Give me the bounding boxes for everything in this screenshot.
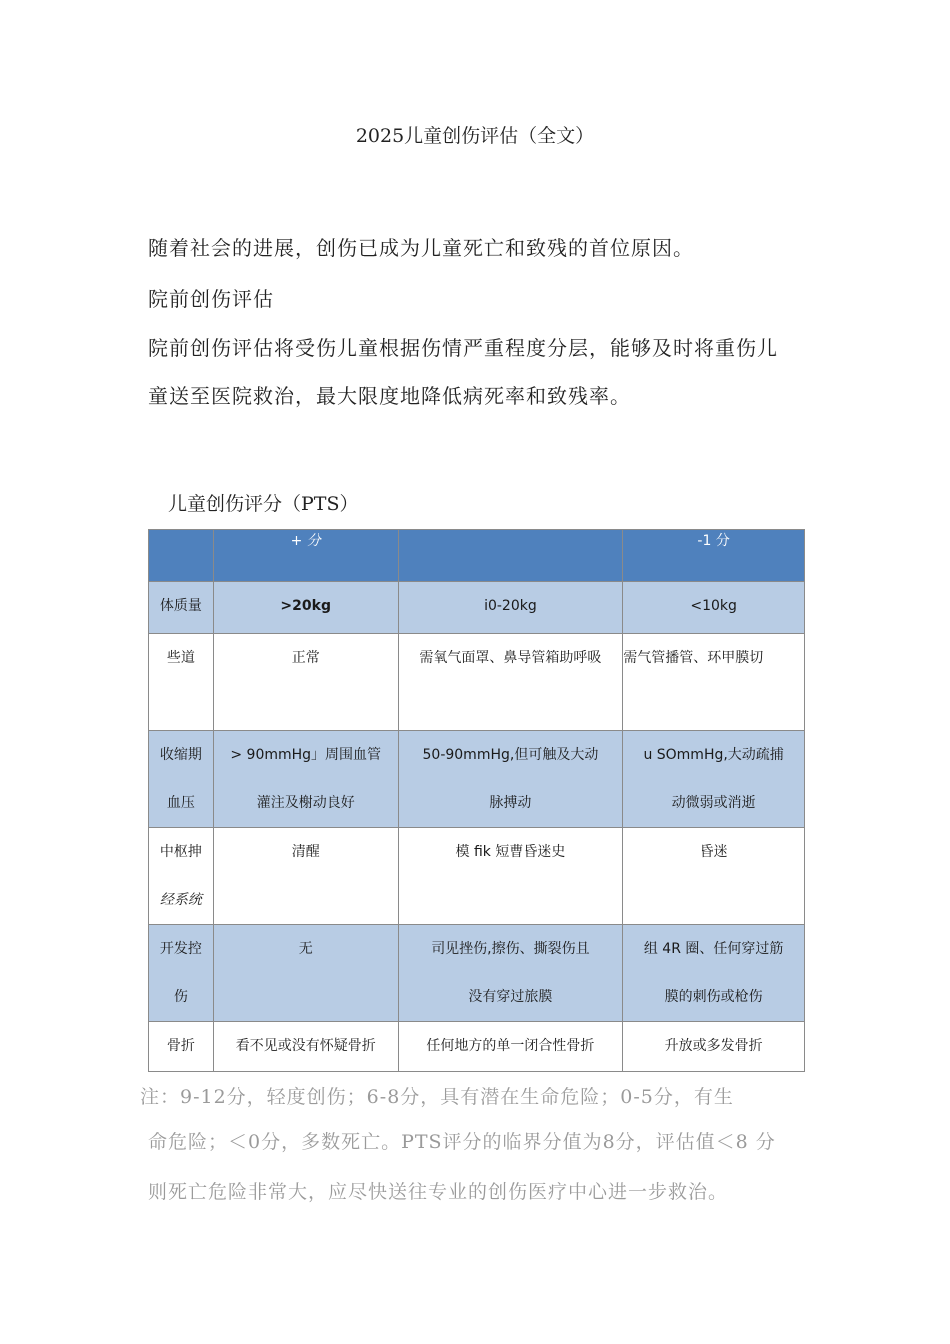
table-cell: 50-90mmHg,但可触及大动 脉搏动 — [398, 731, 623, 828]
note-line-3: 则死亡危险非常大，应尽快送往专业的创伤医疗中心进一步救治。 — [148, 1181, 729, 1203]
table-row — [149, 634, 805, 731]
row-label: 开发控 伤 — [149, 925, 214, 1022]
table-cell: 看不见或没有怀疑骨折 — [213, 1022, 398, 1072]
table-cell: 组 4R 圈、任何穿过筋 膜的刺伤或枪伤 — [623, 925, 805, 1022]
table-row — [149, 582, 805, 634]
table-title: 儿童创伤评分（PTS） — [168, 493, 359, 515]
table-row — [149, 828, 805, 925]
intro-paragraph: 随着社会的进展，创伤已成为儿童死亡和致残的首位原因。 — [148, 236, 694, 260]
row-label: 中枢抻 经系统 — [149, 828, 214, 925]
table-cell: 司见挫伤,擦伤、撕裂伤且 没有穿过旅膜 — [398, 925, 623, 1022]
row-label: 骨折 — [149, 1022, 214, 1072]
row-label: 体质量 — [149, 582, 214, 634]
table-row — [149, 925, 805, 1022]
table-header-row — [149, 530, 805, 582]
table-cell: i0-20kg — [398, 582, 623, 634]
table-cell: <10kg — [623, 582, 805, 634]
table-cell: 昏迷 — [623, 828, 805, 925]
table-cell: 无 — [213, 925, 398, 1022]
body-paragraph-line-2: 童送至医院救治，最大限度地降低病死率和致残率。 — [148, 384, 631, 408]
table-row — [149, 1022, 805, 1072]
header-cell-minus: -1 分 — [623, 530, 805, 582]
note-line-1: 注：9-12分，轻度创伤；6-8分，具有潜在生命危险；0-5分，有生 — [140, 1086, 734, 1108]
pts-table — [148, 529, 805, 1072]
table-cell: 需气管播管、环甲膜切 — [623, 634, 805, 731]
table-cell: 升放或多发骨折 — [623, 1022, 805, 1072]
row-label: 收缩期 血压 — [149, 731, 214, 828]
section-heading: 院前创伤评估 — [148, 287, 274, 311]
table-row — [149, 731, 805, 828]
body-paragraph-line-1: 院前创伤评估将受伤儿童根据伤情严重程度分层，能够及时将重伤儿 — [148, 336, 778, 360]
page-title: 2025儿童创伤评估（全文） — [355, 125, 595, 147]
table-cell: >20kg — [213, 582, 398, 634]
table-cell: 模 fik 短曹昏迷史 — [398, 828, 623, 925]
table-cell: 任何地方的单一闭合性骨折 — [398, 1022, 623, 1072]
table-cell: > 90mmHg」周围血管 灌注及榭动良好 — [213, 731, 398, 828]
note-line-2: 命危险；＜0分，多数死亡。PTS评分的临界分值为8分，评估值＜8 分 — [148, 1131, 776, 1153]
header-cell-mid — [398, 530, 623, 582]
table-cell: 正常 — [213, 634, 398, 731]
row-label: 些道 — [149, 634, 214, 731]
header-cell-plus: + 分 — [213, 530, 398, 582]
table-cell: u SOmmHg,大动疏捕 动微弱或消逝 — [623, 731, 805, 828]
table-cell: 需氧气面罩、鼻导管箱助呼吸 — [398, 634, 623, 731]
table-cell: 清醒 — [213, 828, 398, 925]
header-cell-empty — [149, 530, 214, 582]
